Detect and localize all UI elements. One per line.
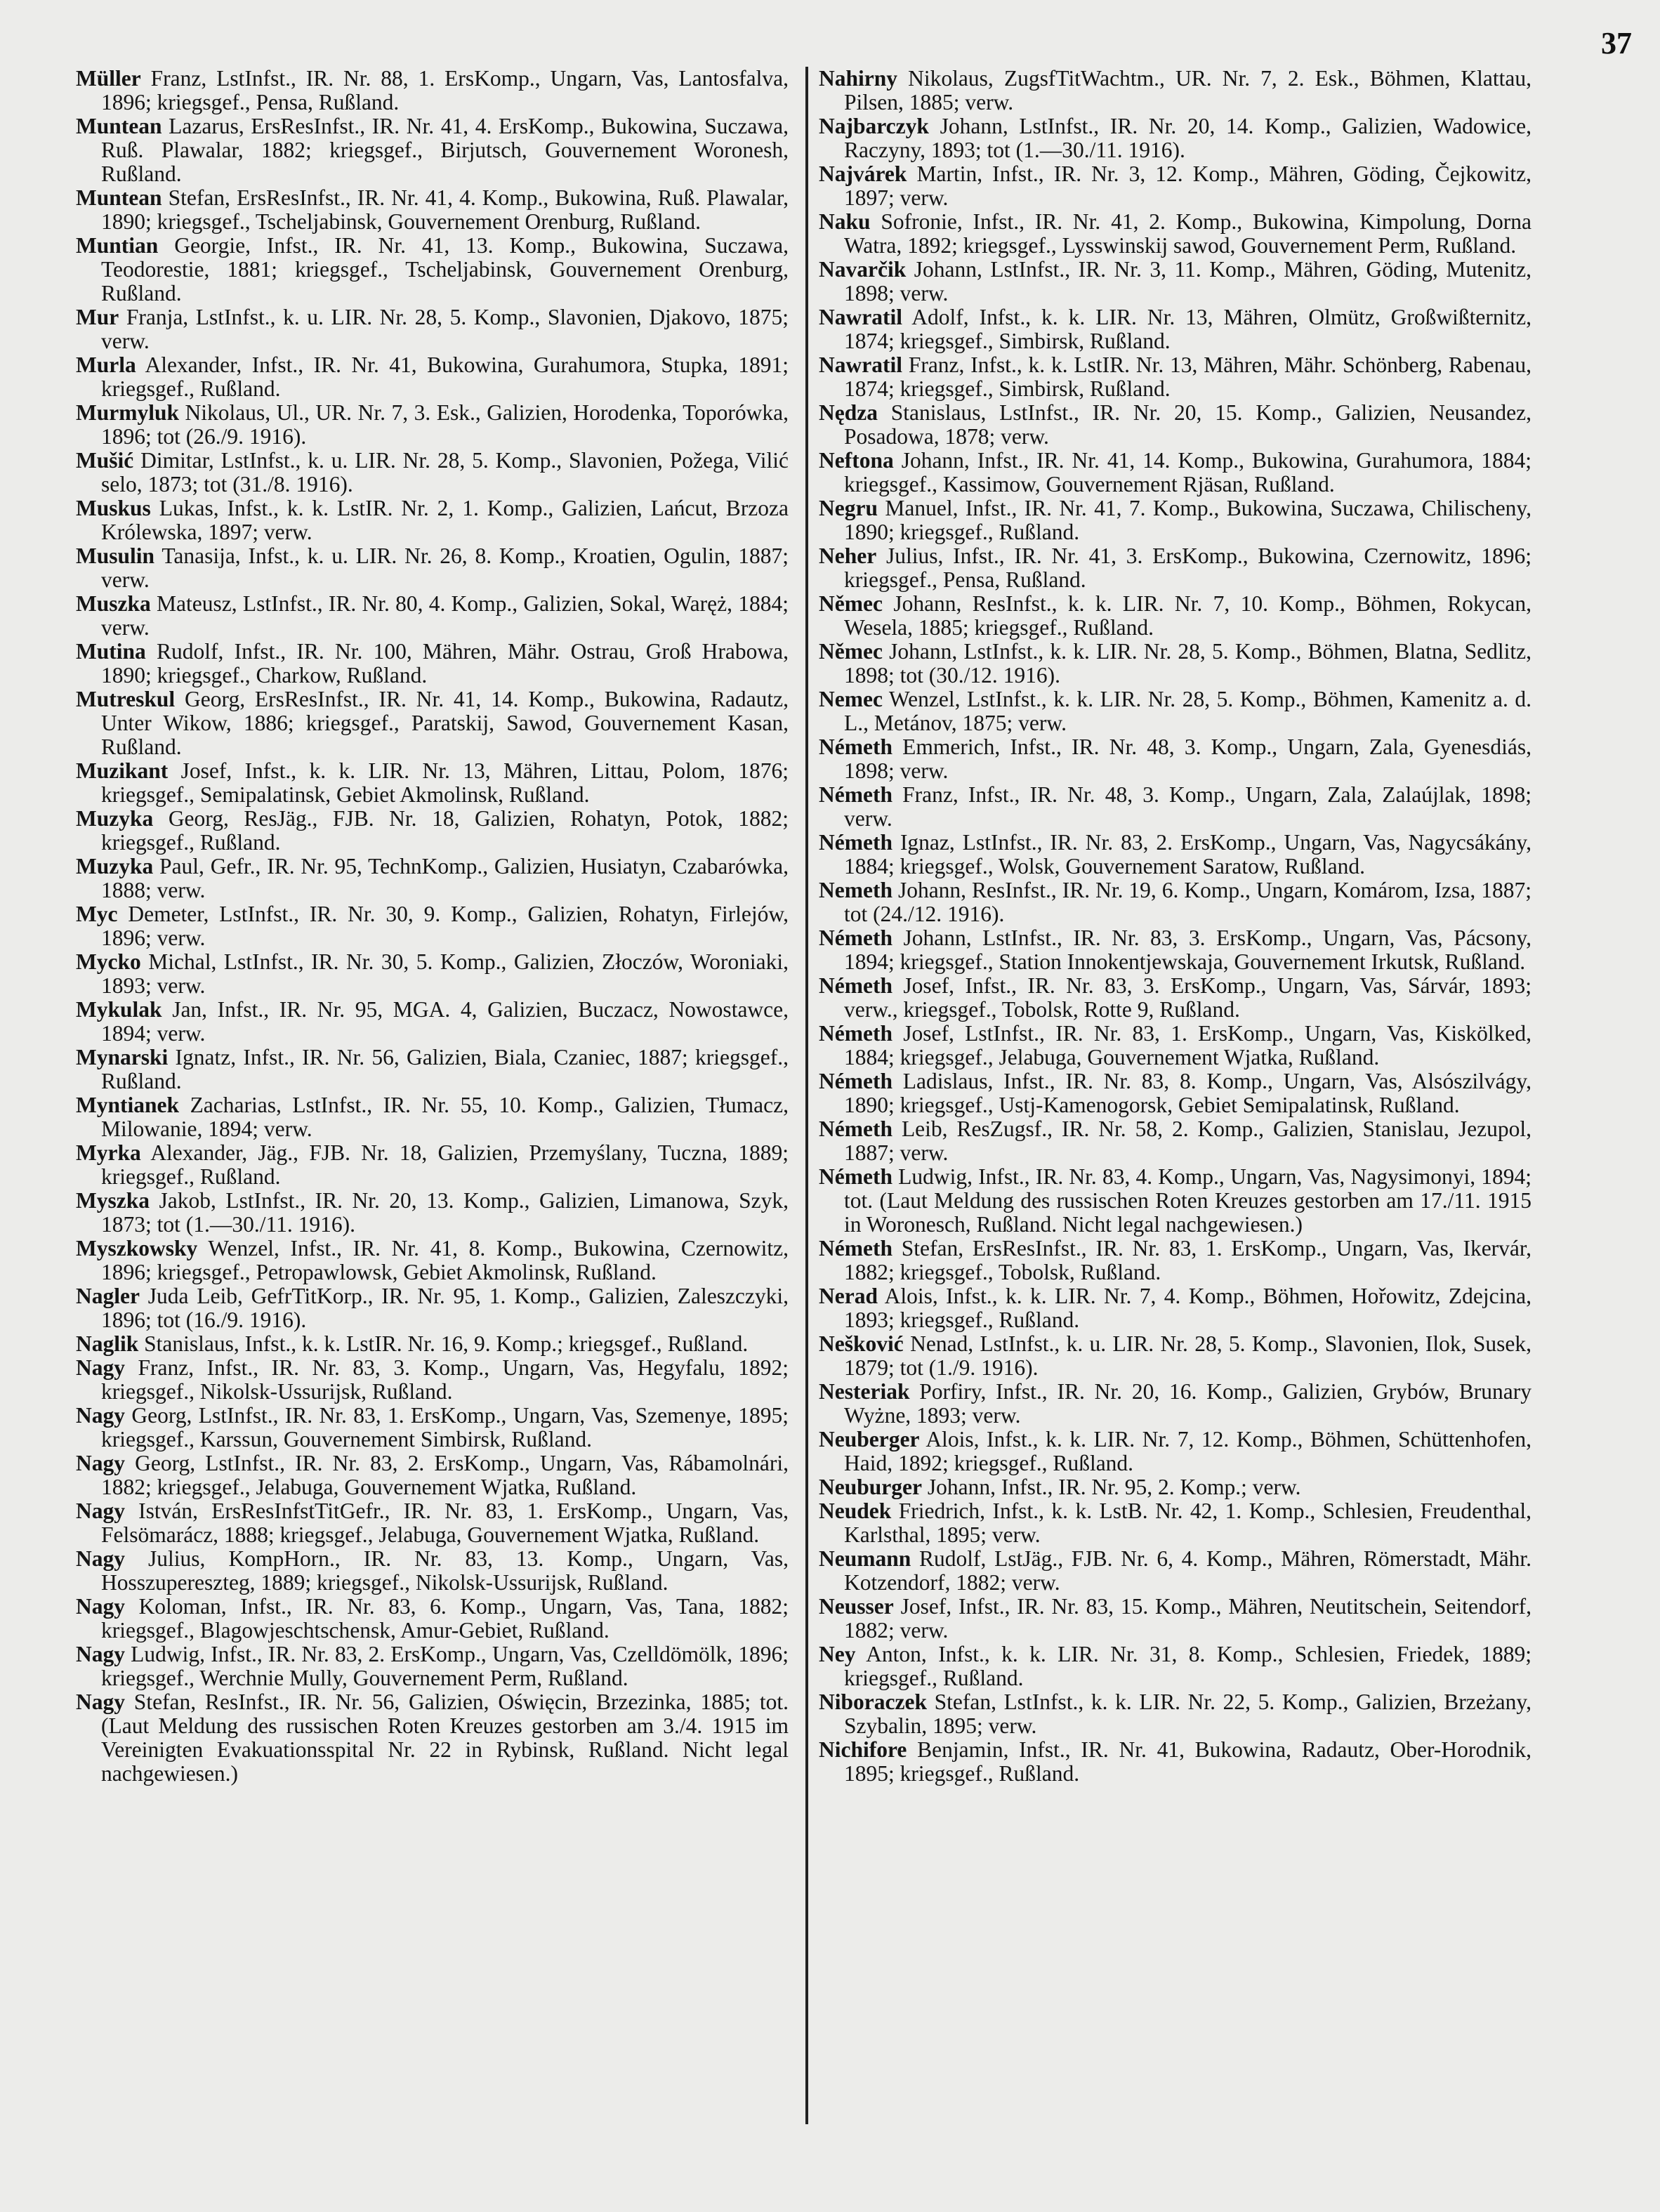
entry-surname: Navarčik bbox=[819, 257, 907, 282]
entry-surname: Němec bbox=[819, 639, 883, 664]
entry-details: Rudolf, LstJäg., FJB. Nr. 6, 4. Komp., Mähren, Römerstadt, Mähr. Kotzendorf, 1882; verw. bbox=[844, 1546, 1531, 1595]
list-entry bbox=[819, 1738, 1531, 1786]
list-entry bbox=[76, 759, 789, 807]
entry-surname: Németh bbox=[819, 830, 892, 855]
entry-surname: Németh bbox=[819, 1117, 892, 1141]
list-entry bbox=[819, 735, 1531, 783]
list-entry bbox=[76, 998, 789, 1046]
column-divider bbox=[805, 67, 808, 2124]
entry-surname: Neher bbox=[819, 544, 877, 568]
list-entry bbox=[76, 592, 789, 640]
list-entry bbox=[819, 1284, 1531, 1332]
list-entry bbox=[76, 855, 789, 902]
entry-surname: Németh bbox=[819, 973, 892, 998]
entry-surname: Nędza bbox=[819, 400, 878, 425]
entry-details: Adolf, Infst., k. k. LIR. Nr. 13, Mähren, Olmütz, Großwißternitz, 1874; kriegsgef., Simbirsk, Rußland. bbox=[844, 305, 1531, 353]
entry-details: Porfiry, Infst., IR. Nr. 20, 16. Komp., Galizien, Grybów, Brunary Wyżne, 1893; verw. bbox=[844, 1379, 1531, 1428]
entry-details: Friedrich, Infst., k. k. LstB. Nr. 42, 1. Komp., Schlesien, Freudenthal, Karlsthal, 1895; verw. bbox=[844, 1499, 1532, 1547]
entry-details: Wenzel, LstInfst., k. k. LIR. Nr. 28, 5. Komp., Böhmen, Kamenitz a. d. L., Metánov, 1875; verw. bbox=[844, 687, 1531, 735]
entry-surname: Myszka bbox=[76, 1188, 150, 1213]
entry-surname: Murmyluk bbox=[76, 400, 180, 425]
entry-details: Benjamin, Infst., IR. Nr. 41, Bukowina, Radautz, Ober-Horodnik, 1895; kriegsgef., Rußland. bbox=[844, 1737, 1531, 1786]
entry-surname: Neumann bbox=[819, 1546, 911, 1571]
entry-surname: Muzikant bbox=[76, 758, 169, 783]
list-entry bbox=[819, 210, 1531, 258]
entry-details: Stefan, ErsResInfst., IR. Nr. 83, 1. ErsKomp., Ungarn, Vas, Ikervár, 1882; kriegsgef., Tobolsk, Rußland. bbox=[844, 1236, 1532, 1284]
list-entry bbox=[819, 544, 1531, 592]
entry-surname: Nawratil bbox=[819, 353, 902, 377]
list-entry bbox=[76, 807, 789, 855]
list-entry bbox=[76, 640, 789, 687]
list-entry bbox=[76, 401, 789, 449]
list-entry bbox=[819, 1690, 1531, 1738]
entry-details: Johann, LstInfst., k. k. LIR. Nr. 28, 5. Komp., Böhmen, Blatna, Sedlitz, 1898; tot (30./12. 1916). bbox=[844, 639, 1531, 687]
entry-details: Nikolaus, ZugsfTitWachtm., UR. Nr. 7, 2. Esk., Böhmen, Klattau, Pilsen, 1885; verw. bbox=[844, 66, 1531, 114]
entry-surname: Němec bbox=[819, 591, 883, 616]
entry-details: Michal, LstInfst., IR. Nr. 30, 5. Komp., Galizien, Złoczów, Woroniaki, 1893; verw. bbox=[101, 949, 789, 998]
entry-surname: Nagy bbox=[76, 1594, 125, 1619]
entry-surname: Nagy bbox=[76, 1499, 125, 1523]
entry-details: Johann, Infst., IR. Nr. 41, 14. Komp., Bukowina, Gurahumora, 1884; kriegsgef., Kassimow, Gouvernement Rjäsan, Rußland. bbox=[844, 448, 1531, 496]
entry-surname: Németh bbox=[819, 926, 892, 950]
list-entry bbox=[76, 353, 789, 401]
entry-details: Leib, ResZugsf., IR. Nr. 58, 2. Komp., Galizien, Stanislau, Jezupol, 1887; verw. bbox=[844, 1117, 1531, 1165]
entry-surname: Neftona bbox=[819, 448, 894, 473]
entry-surname: Ney bbox=[819, 1642, 856, 1666]
list-entry bbox=[76, 1237, 789, 1284]
entry-surname: Nesteriak bbox=[819, 1379, 910, 1404]
list-entry bbox=[819, 1332, 1531, 1380]
entry-details: Dimitar, LstInfst., k. u. LIR. Nr. 28, 5. Komp., Slavonien, Požega, Vilić selo, 1873; tot (31./8. 1916). bbox=[101, 448, 789, 496]
entry-details: Emmerich, Infst., IR. Nr. 48, 3. Komp., Ungarn, Zala, Gyenesdiás, 1898; verw. bbox=[844, 735, 1532, 783]
list-entry bbox=[819, 1022, 1531, 1069]
entry-surname: Myntianek bbox=[76, 1093, 180, 1117]
list-entry bbox=[819, 1069, 1531, 1117]
list-entry bbox=[76, 1690, 789, 1786]
entry-details: Paul, Gefr., IR. Nr. 95, TechnKomp., Galizien, Husiatyn, Czabarówka, 1888; verw. bbox=[101, 854, 789, 902]
entry-details: Ignatz, Infst., IR. Nr. 56, Galizien, Biala, Czaniec, 1887; kriegsgef., Rußland. bbox=[101, 1045, 789, 1093]
entry-surname: Nagy bbox=[76, 1403, 125, 1428]
list-entry bbox=[76, 114, 789, 186]
list-entry bbox=[76, 1189, 789, 1237]
list-entry bbox=[76, 1046, 789, 1093]
entry-surname: Nerad bbox=[819, 1284, 878, 1308]
left-column bbox=[76, 67, 789, 1786]
list-entry bbox=[76, 1451, 789, 1499]
entry-details: Johann, Infst., IR. Nr. 95, 2. Komp.; verw. bbox=[927, 1475, 1301, 1499]
list-entry bbox=[819, 592, 1531, 640]
entry-details: Tanasija, Infst., k. u. LIR. Nr. 26, 8. Komp., Kroatien, Ogulin, 1887; verw. bbox=[101, 544, 789, 592]
entry-details: Rudolf, Infst., IR. Nr. 100, Mähren, Mähr. Ostrau, Groß Hrabowa, 1890; kriegsgef., Charkow, Rußland. bbox=[101, 639, 789, 687]
entry-details: Stefan, LstInfst., k. k. LIR. Nr. 22, 5. Komp., Galizien, Brzeżany, Szybalin, 1895; verw. bbox=[844, 1690, 1531, 1738]
entry-details: Julius, KompHorn., IR. Nr. 83, 13. Komp., Ungarn, Vas, Hosszupereszteg, 1889; kriegsgef., Nikolsk-Ussurijsk, Rußland. bbox=[101, 1546, 789, 1595]
entry-details: Johann, LstInfst., IR. Nr. 20, 14. Komp., Galizien, Wadowice, Raczyny, 1893; tot (1.—30./11. 1916). bbox=[844, 114, 1532, 162]
list-entry bbox=[819, 1237, 1531, 1284]
list-entry bbox=[819, 974, 1531, 1022]
entry-surname: Németh bbox=[819, 1164, 892, 1189]
list-entry bbox=[819, 114, 1531, 162]
entry-surname: Myrka bbox=[76, 1140, 141, 1165]
entry-details: Johann, LstInfst., IR. Nr. 3, 11. Komp., Mähren, Göding, Mutenitz, 1898; verw. bbox=[844, 257, 1532, 305]
entry-surname: Muntean bbox=[76, 185, 162, 210]
list-entry bbox=[76, 1642, 789, 1690]
entry-surname: Myszkowsky bbox=[76, 1236, 198, 1260]
entry-details: Johann, LstInfst., IR. Nr. 83, 3. ErsKomp., Ungarn, Vas, Pácsony, 1894; kriegsgef., Station Innokentjewskaja, Gouvernement Irkutsk, Rußland. bbox=[844, 926, 1532, 974]
list-entry bbox=[76, 234, 789, 305]
entry-surname: Nagy bbox=[76, 1642, 125, 1666]
entry-surname: Németh bbox=[819, 1021, 892, 1046]
entry-surname: Naku bbox=[819, 209, 871, 234]
entry-surname: Neusser bbox=[819, 1594, 894, 1619]
entry-details: Josef, Infst., k. k. LIR. Nr. 13, Mähren, Littau, Polom, 1876; kriegsgef., Semipalatinsk, Gebiet Akmolinsk, Rußland. bbox=[101, 758, 789, 807]
list-entry bbox=[819, 449, 1531, 496]
entry-surname: Mynarski bbox=[76, 1045, 169, 1069]
entry-surname: Nagy bbox=[76, 1546, 125, 1571]
list-entry bbox=[819, 831, 1531, 878]
list-entry bbox=[819, 67, 1531, 114]
entry-surname: Nemec bbox=[819, 687, 883, 711]
entry-surname: Muskus bbox=[76, 496, 151, 520]
entry-surname: Mušić bbox=[76, 448, 134, 473]
entry-surname: Nahirny bbox=[819, 66, 898, 91]
entry-surname: Németh bbox=[819, 735, 892, 759]
entry-surname: Muzyka bbox=[76, 806, 154, 831]
entry-surname: Nemeth bbox=[819, 878, 892, 902]
entry-details: Zacharias, LstInfst., IR. Nr. 55, 10. Komp., Galizien, Tłumacz, Milowanie, 1894; verw. bbox=[101, 1093, 789, 1141]
list-entry bbox=[76, 305, 789, 353]
entry-details: Georg, LstInfst., IR. Nr. 83, 2. ErsKomp., Ungarn, Vas, Rábamolnári, 1882; kriegsgef., Jelabuga, Gouvernement Wjatka, Rußland. bbox=[101, 1451, 789, 1499]
list-entry bbox=[819, 305, 1531, 353]
entry-details: Jakob, LstInfst., IR. Nr. 20, 13. Komp., Galizien, Limanowa, Szyk, 1873; tot (1.—30./11. 1916). bbox=[101, 1188, 789, 1237]
entry-details: Alois, Infst., k. k. LIR. Nr. 7, 4. Komp., Böhmen, Hořowitz, Zdejcina, 1893; kriegsgef., Rußland. bbox=[844, 1284, 1531, 1332]
list-entry bbox=[76, 544, 789, 592]
entry-details: Franz, LstInfst., IR. Nr. 88, 1. ErsKomp., Ungarn, Vas, Lantosfalva, 1896; kriegsgef., Pensa, Rußland. bbox=[101, 66, 789, 114]
entry-details: Lazarus, ErsResInfst., IR. Nr. 41, 4. ErsKomp., Bukowina, Suczawa, Ruß. Plawalar, 1882; kriegsgef., Birjutsch, Gouvernement Woronesh, Rußland. bbox=[101, 114, 789, 186]
entry-surname: Mur bbox=[76, 305, 119, 329]
list-entry bbox=[819, 1117, 1531, 1165]
entry-details: Georg, ResJäg., FJB. Nr. 18, Galizien, Rohatyn, Potok, 1882; kriegsgef., Rußland. bbox=[101, 806, 789, 855]
list-entry bbox=[819, 1380, 1531, 1428]
entry-surname: Müller bbox=[76, 66, 141, 91]
entry-surname: Nawratil bbox=[819, 305, 902, 329]
entry-details: Georg, ErsResInfst., IR. Nr. 41, 14. Komp., Bukowina, Radautz, Unter Wikow, 1886; kriegsgef., Paratskij, Sawod, Gouvernement Kasan, Rußland. bbox=[101, 687, 789, 759]
entry-surname: Najvárek bbox=[819, 162, 907, 186]
entry-surname: Negru bbox=[819, 496, 878, 520]
entry-details: Manuel, Infst., IR. Nr. 41, 7. Komp., Bukowina, Suczawa, Chilischeny, 1890; kriegsgef., Rußland. bbox=[844, 496, 1532, 544]
list-entry bbox=[819, 640, 1531, 687]
entry-details: Georgie, Infst., IR. Nr. 41, 13. Komp., Bukowina, Suczawa, Teodorestie, 1881; kriegsgef., Tscheljabinsk, Gouvernement Orenburg, Rußland. bbox=[101, 233, 789, 305]
list-entry bbox=[76, 1499, 789, 1547]
entry-details: Sofronie, Infst., IR. Nr. 41, 2. Komp., Bukowina, Kimpolung, Dorna Watra, 1892; kriegsgef., Lysswinskij sawod, Gouvernement Perm, Rußland. bbox=[844, 209, 1532, 258]
entry-details: Stefan, ResInfst., IR. Nr. 56, Galizien, Oświęcin, Brzezinka, 1885; tot. (Laut Meldung des russischen Roten Kreuzes gestorben am 3./4. 1915 im Vereinigten Evakuationsspital Nr. 22 in Rybinsk, Rußland. Nicht legal nachgewiesen.) bbox=[101, 1690, 789, 1786]
list-entry bbox=[76, 449, 789, 496]
page-number: 37 bbox=[1601, 26, 1632, 60]
list-entry bbox=[819, 783, 1531, 831]
list-entry bbox=[76, 186, 789, 234]
entry-details: Franz, Infst., k. k. LstIR. Nr. 13, Mähren, Mähr. Schönberg, Rabenau, 1874; kriegsgef., Simbirsk, Rußland. bbox=[844, 353, 1532, 401]
entry-details: Anton, Infst., k. k. LIR. Nr. 31, 8. Komp., Schlesien, Friedek, 1889; kriegsgef., Rußland. bbox=[844, 1642, 1532, 1690]
list-entry bbox=[76, 1141, 789, 1189]
entry-details: Franz, Infst., IR. Nr. 48, 3. Komp., Ungarn, Zala, Zalaújlak, 1898; verw. bbox=[844, 782, 1532, 831]
entry-details: Josef, Infst., IR. Nr. 83, 3. ErsKomp., Ungarn, Vas, Sárvár, 1893; verw., kriegsgef., Tobolsk, Rotte 9, Rußland. bbox=[844, 973, 1531, 1022]
entry-details: Josef, Infst., IR. Nr. 83, 15. Komp., Mähren, Neutitschein, Seitendorf, 1882; verw. bbox=[844, 1594, 1531, 1642]
entry-details: Johann, ResInfst., IR. Nr. 19, 6. Komp., Ungarn, Komárom, Izsa, 1887; tot (24./12. 1916). bbox=[844, 878, 1531, 926]
list-entry bbox=[819, 1475, 1531, 1499]
entry-surname: Mycko bbox=[76, 949, 141, 974]
entry-details: Georg, LstInfst., IR. Nr. 83, 1. ErsKomp., Ungarn, Vas, Szemenye, 1895; kriegsgef., Karssun, Gouvernement Simbirsk, Rußland. bbox=[101, 1403, 789, 1451]
list-entry bbox=[76, 1284, 789, 1332]
entry-surname: Neuberger bbox=[819, 1427, 920, 1451]
list-entry bbox=[819, 926, 1531, 974]
entry-surname: Nešković bbox=[819, 1331, 904, 1356]
entry-details: Mateusz, LstInfst., IR. Nr. 80, 4. Komp., Galizien, Sokal, Waręż, 1884; verw. bbox=[101, 591, 789, 640]
entry-details: Alexander, Infst., IR. Nr. 41, Bukowina, Gurahumora, Stupka, 1891; kriegsgef., Rußland. bbox=[101, 353, 789, 401]
entry-surname: Muzyka bbox=[76, 854, 154, 878]
list-entry bbox=[819, 162, 1531, 210]
list-entry bbox=[76, 1595, 789, 1642]
entry-details: Nenad, LstInfst., k. u. LIR. Nr. 28, 5. Komp., Slavonien, Ilok, Susek, 1879; tot (1./9. 1916). bbox=[844, 1331, 1531, 1380]
list-entry bbox=[819, 878, 1531, 926]
entry-surname: Németh bbox=[819, 1069, 892, 1093]
entry-details: Wenzel, Infst., IR. Nr. 41, 8. Komp., Bukowina, Czernowitz, 1896; kriegsgef., Petropawlowsk, Gebiet Akmolinsk, Rußland. bbox=[101, 1236, 789, 1284]
entry-details: Stefan, ErsResInfst., IR. Nr. 41, 4. Komp., Bukowina, Ruß. Plawalar, 1890; kriegsgef., Tscheljabinsk, Gouvernement Orenburg, Rußland. bbox=[101, 185, 789, 234]
entry-details: Koloman, Infst., IR. Nr. 83, 6. Komp., Ungarn, Vas, Tana, 1882; kriegsgef., Blagowjeschtschensk, Amur-Gebiet, Rußland. bbox=[101, 1594, 789, 1642]
entry-surname: Muntian bbox=[76, 233, 159, 258]
entry-surname: Neudek bbox=[819, 1499, 892, 1523]
list-entry bbox=[76, 950, 789, 998]
entry-surname: Németh bbox=[819, 782, 892, 807]
entry-details: Stanislaus, Infst., k. k. LstIR. Nr. 16, 9. Komp.; kriegsgef., Rußland. bbox=[144, 1331, 749, 1356]
entry-details: Juda Leib, GefrTitKorp., IR. Nr. 95, 1. Komp., Galizien, Zaleszczyki, 1896; tot (16./9. 1916). bbox=[101, 1284, 789, 1332]
list-entry bbox=[819, 1165, 1531, 1237]
entry-surname: Murla bbox=[76, 353, 136, 377]
list-entry bbox=[76, 1093, 789, 1141]
entry-surname: Nichifore bbox=[819, 1737, 907, 1762]
entry-surname: Nagy bbox=[76, 1451, 125, 1475]
entry-details: Jan, Infst., IR. Nr. 95, MGA. 4, Galizien, Buczacz, Nowostawce, 1894; verw. bbox=[101, 997, 789, 1046]
entry-details: Julius, Infst., IR. Nr. 41, 3. ErsKomp., Bukowina, Czernowitz, 1896; kriegsgef., Pensa, Rußland. bbox=[844, 544, 1531, 592]
list-entry bbox=[76, 67, 789, 114]
entry-surname: Nagy bbox=[76, 1690, 125, 1714]
entry-details: Alois, Infst., k. k. LIR. Nr. 7, 12. Komp., Böhmen, Schüttenhofen, Haid, 1892; kriegsgef., Rußland. bbox=[844, 1427, 1531, 1475]
entry-surname: Naglik bbox=[76, 1331, 139, 1356]
list-entry bbox=[76, 687, 789, 759]
entry-details: Nikolaus, Ul., UR. Nr. 7, 3. Esk., Galizien, Horodenka, Toporówka, 1896; tot (26./9. 1916). bbox=[101, 400, 789, 449]
entry-details: Johann, ResInfst., k. k. LIR. Nr. 7, 10. Komp., Böhmen, Rokycan, Wesela, 1885; kriegsgef., Rußland. bbox=[844, 591, 1532, 640]
list-entry bbox=[819, 1428, 1531, 1475]
entry-details: Demeter, LstInfst., IR. Nr. 30, 9. Komp., Galizien, Rohatyn, Firlejów, 1896; verw. bbox=[101, 902, 789, 950]
entry-surname: Mutreskul bbox=[76, 687, 176, 711]
list-entry bbox=[76, 1547, 789, 1595]
list-entry bbox=[76, 496, 789, 544]
entry-details: Ladislaus, Infst., IR. Nr. 83, 8. Komp., Ungarn, Vas, Alsószilvágy, 1890; kriegsgef., Ustj-Kamenogorsk, Gebiet Semipalatinsk, Rußland. bbox=[844, 1069, 1531, 1117]
entry-surname: Muntean bbox=[76, 114, 162, 138]
entry-surname: Muszka bbox=[76, 591, 151, 616]
list-entry bbox=[819, 1642, 1531, 1690]
list-entry bbox=[819, 401, 1531, 449]
list-entry bbox=[819, 258, 1531, 305]
entry-details: Martin, Infst., IR. Nr. 3, 12. Komp., Mähren, Göding, Čejkowitz, 1897; verw. bbox=[844, 162, 1531, 210]
list-entry bbox=[76, 1404, 789, 1451]
entry-surname: Nagy bbox=[76, 1355, 125, 1380]
right-column bbox=[819, 67, 1531, 1786]
entry-surname: Mutina bbox=[76, 639, 146, 664]
entry-surname: Nagler bbox=[76, 1284, 140, 1308]
list-entry bbox=[76, 1332, 789, 1356]
list-entry bbox=[819, 1595, 1531, 1642]
entry-details: Lukas, Infst., k. k. LstIR. Nr. 2, 1. Komp., Galizien, Lańcut, Brzoza Królewska, 1897; verw. bbox=[101, 496, 789, 544]
entry-surname: Neuburger bbox=[819, 1475, 922, 1499]
entry-surname: Niboraczek bbox=[819, 1690, 927, 1714]
entry-surname: Musulin bbox=[76, 544, 155, 568]
entry-surname: Mykulak bbox=[76, 997, 162, 1022]
entry-details: Franja, LstInfst., k. u. LIR. Nr. 28, 5. Komp., Slavonien, Djakovo, 1875; verw. bbox=[101, 305, 789, 353]
entry-details: Ludwig, Infst., IR. Nr. 83, 4. Komp., Ungarn, Vas, Nagysimonyi, 1894; tot. (Laut Meldung des russischen Roten Kreuzes gestorben am 17./11. 1915 in Woronesch, Rußland. Nicht legal nachgewiesen.) bbox=[844, 1164, 1532, 1237]
entry-surname: Najbarczyk bbox=[819, 114, 929, 138]
entry-details: Ignaz, LstInfst., IR. Nr. 83, 2. ErsKomp., Ungarn, Vas, Nagycsákány, 1884; kriegsgef., Wolsk, Gouvernement Saratow, Rußland. bbox=[844, 830, 1532, 878]
list-entry bbox=[819, 1499, 1531, 1547]
list-entry bbox=[819, 353, 1531, 401]
entry-details: Josef, LstInfst., IR. Nr. 83, 1. ErsKomp., Ungarn, Vas, Kiskölked, 1884; kriegsgef., Jelabuga, Gouvernement Wjatka, Rußland. bbox=[844, 1021, 1532, 1069]
entry-details: István, ErsResInfstTitGefr., IR. Nr. 83, 1. ErsKomp., Ungarn, Vas, Felsömarácz, 1888; kriegsgef., Jelabuga, Gouvernement Wjatka, Rußland. bbox=[101, 1499, 789, 1547]
list-entry bbox=[819, 496, 1531, 544]
entry-details: Alexander, Jäg., FJB. Nr. 18, Galizien, Przemyślany, Tuczna, 1889; kriegsgef., Rußland. bbox=[101, 1140, 789, 1189]
entry-details: Franz, Infst., IR. Nr. 83, 3. Komp., Ungarn, Vas, Hegyfalu, 1892; kriegsgef., Nikolsk-Ussurijsk, Rußland. bbox=[101, 1355, 789, 1404]
entry-surname: Németh bbox=[819, 1236, 892, 1260]
list-entry bbox=[819, 687, 1531, 735]
entry-details: Stanislaus, LstInfst., IR. Nr. 20, 15. Komp., Galizien, Neusandez, Posadowa, 1878; verw. bbox=[844, 400, 1532, 449]
entry-details: Ludwig, Infst., IR. Nr. 83, 2. ErsKomp., Ungarn, Vas, Czelldömölk, 1896; kriegsgef., Werchnie Mully, Gouvernement Perm, Rußland. bbox=[101, 1642, 789, 1690]
list-entry bbox=[76, 1356, 789, 1404]
list-entry bbox=[76, 902, 789, 950]
list-entry bbox=[819, 1547, 1531, 1595]
entry-surname: Myc bbox=[76, 902, 118, 926]
